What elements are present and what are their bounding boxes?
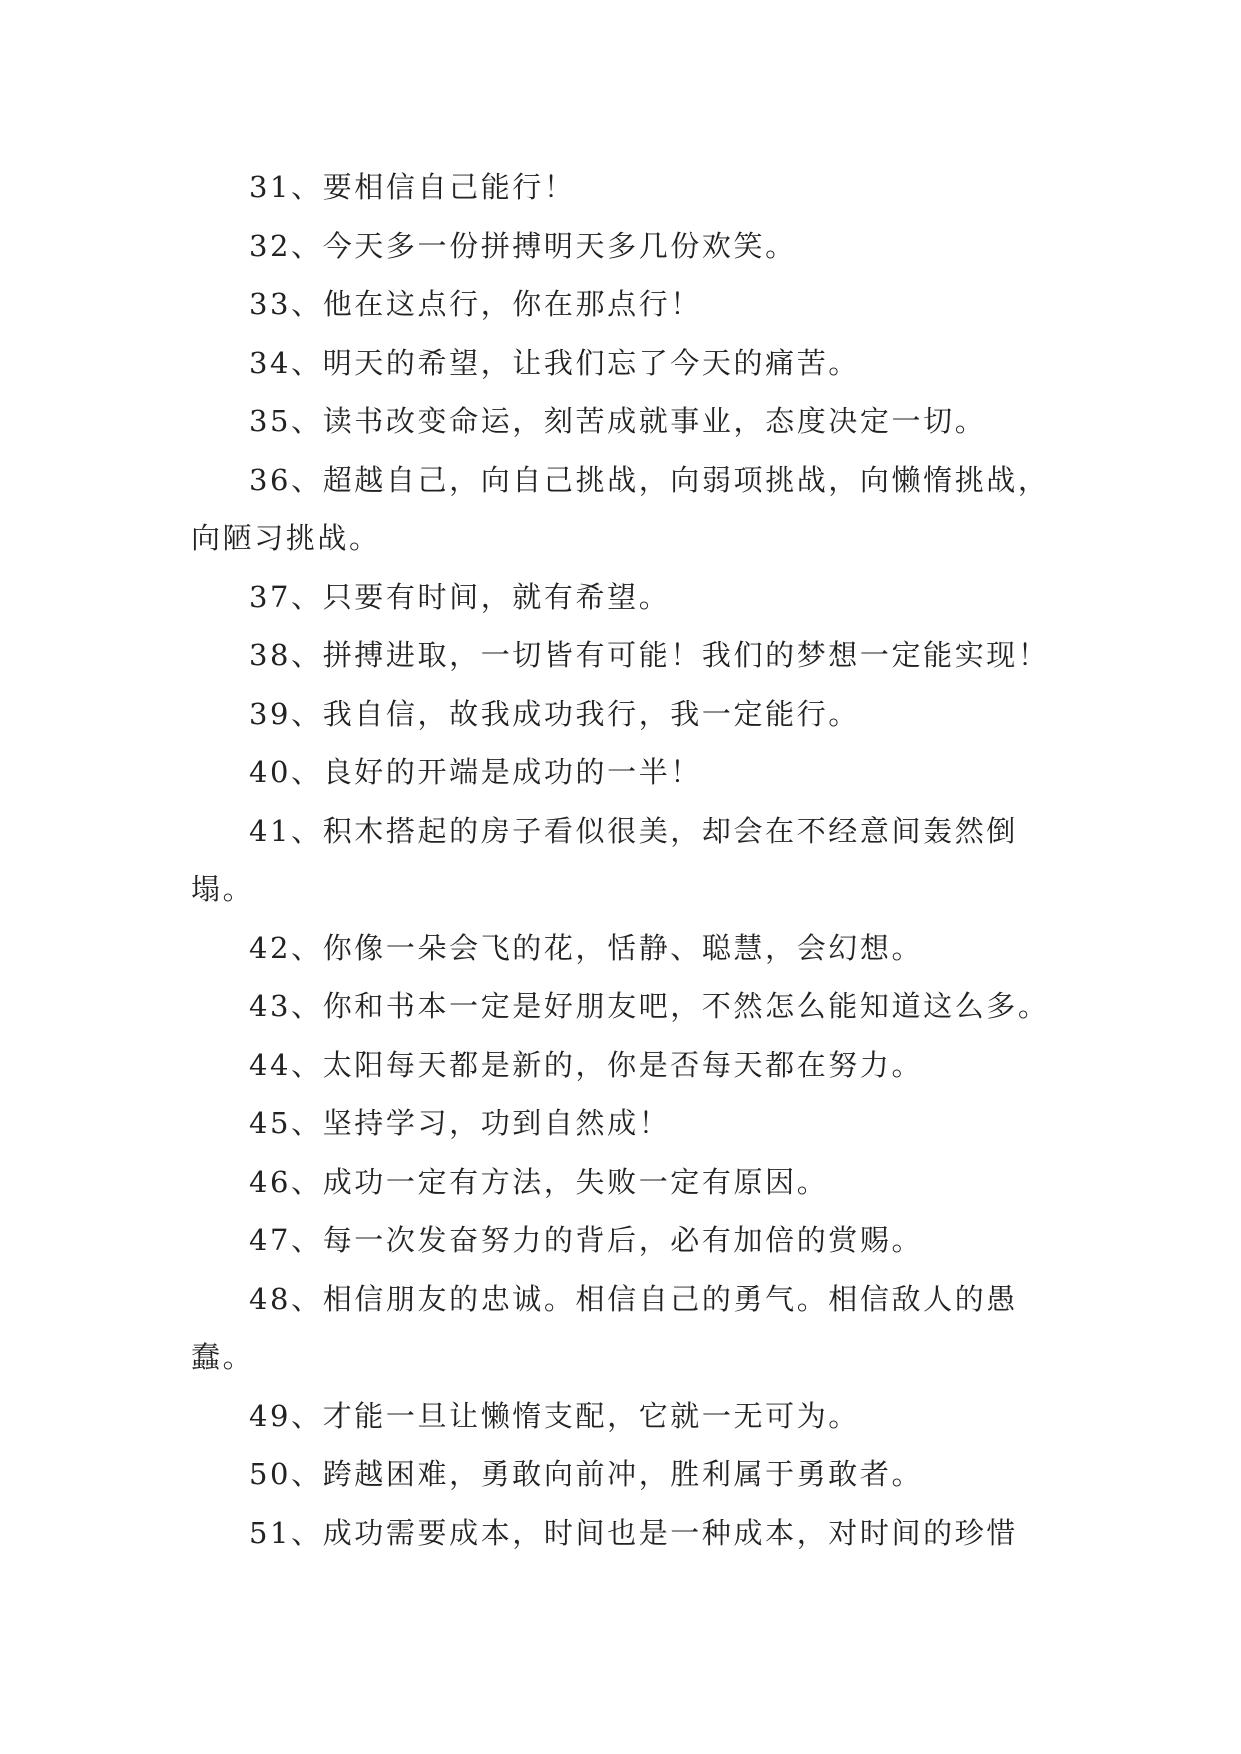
paragraph-44: 44、太阳每天都是新的，你是否每天都在努力。 — [249, 1047, 924, 1082]
paragraph-47: 47、每一次发奋努力的背后，必有加倍的赏赐。 — [249, 1223, 924, 1257]
paragraph-39: 39、我自信，故我成功我行，我一定能行。 — [249, 696, 860, 731]
paragraph-50: 50、跨越困难，勇敢向前冲，胜利属于勇敢者。 — [249, 1457, 924, 1491]
document-body — [191, 158, 1053, 1562]
paragraph-35: 35、读书改变命运，刻苦成就事业，态度决定一切。 — [249, 404, 987, 438]
paragraph-34: 34、明天的希望，让我们忘了今天的痛苦。 — [249, 345, 860, 380]
paragraph-48: 48、相信朋友的忠诚。相信自己的勇气。相信敌人的愚蠢。 — [191, 1281, 1018, 1374]
paragraph-41: 41、积木搭起的房子看似很美，却会在不经意间轰然倒塌。 — [191, 813, 1018, 906]
paragraph-32: 32、今天多一份拼搏明天多几份欢笑。 — [249, 228, 797, 263]
paragraph-51: 51、成功需要成本，时间也是一种成本，对时间的珍惜 — [249, 1515, 1018, 1550]
paragraph-36: 36、超越自己，向自己挑战，向弱项挑战，向懒惰挑战，向陋习挑战。 — [191, 462, 1050, 555]
paragraph-31: 31、要相信自己能行！ — [249, 170, 576, 204]
paragraph-49: 49、才能一旦让懒惰支配，它就一无可为。 — [249, 1398, 860, 1433]
paragraph-38: 38、拼搏进取，一切皆有可能！我们的梦想一定能实现！ — [249, 638, 1050, 672]
paragraph-43: 43、你和书本一定是好朋友吧，不然怎么能知道这么多。 — [249, 989, 1050, 1023]
paragraph-40: 40、良好的开端是成功的一半！ — [249, 755, 702, 789]
paragraph-45: 45、坚持学习，功到自然成！ — [249, 1106, 671, 1140]
paragraph-33: 33、他在这点行，你在那点行！ — [249, 287, 702, 321]
paragraph-37: 37、只要有时间，就有希望。 — [249, 579, 671, 614]
paragraph-46: 46、成功一定有方法，失败一定有原因。 — [249, 1164, 829, 1199]
paragraph-42: 42、你像一朵会飞的花，恬静、聪慧，会幻想。 — [249, 930, 924, 965]
